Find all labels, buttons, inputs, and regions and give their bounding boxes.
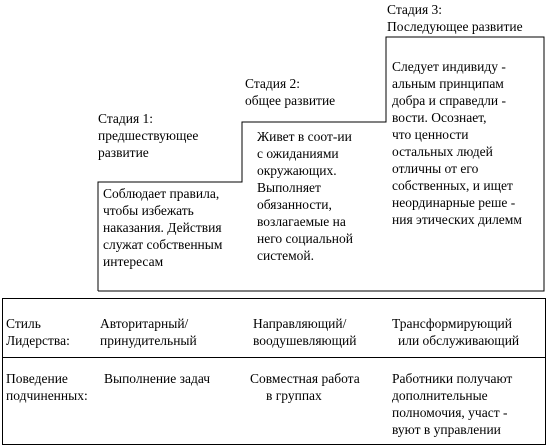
stage-2-desc-line: него социальной — [257, 231, 353, 246]
stage-3-desc-line: остальных людей — [392, 144, 493, 159]
stage-3-title-line: Последующее развитие — [387, 19, 523, 34]
stage-3-title — [387, 1, 523, 35]
leadership-label-line: Стиль — [6, 316, 41, 331]
leadership-stage-2-cell — [253, 315, 356, 349]
stage-1-desc-line: интересам — [103, 254, 164, 269]
stage-2-desc-line: с ожиданиями — [257, 146, 339, 161]
stage-1-desc-line: Соблюдает правила, — [103, 186, 220, 201]
stage-3-desc-line: отличны от его — [392, 161, 479, 176]
stage-2-desc-line: системой. — [257, 248, 314, 263]
cell-line: Работники получают — [392, 371, 513, 386]
stage-2-title-line: общее развитие — [245, 93, 336, 108]
cell-line: воодушевляющий — [253, 333, 357, 348]
stage-3-desc-line: Следует индивиду - — [392, 59, 506, 74]
stage-1-title-line: развитие — [98, 145, 149, 160]
stage-1-title — [98, 110, 198, 161]
cell-line: Авторитарный/ — [100, 316, 189, 331]
stage-3-desc-line: собственных, и ищет — [392, 178, 513, 193]
cell-line: вуют в управлении — [392, 422, 501, 437]
leadership-stage-1-cell — [100, 315, 197, 349]
cell-line: Направляющий/ — [253, 316, 347, 331]
stage-3-desc-line: вости. Осознает, — [392, 110, 487, 125]
stage-3-desc-line: что ценности — [392, 127, 469, 142]
cell-line: в группах — [266, 388, 322, 403]
stage-2-title-line: Стадия 2: — [245, 76, 301, 91]
cell-line: принудительный — [100, 333, 197, 348]
stage-3-desc-line: ния этических дилемм — [392, 212, 522, 227]
stage-3-title-line: Стадия 3: — [387, 2, 443, 17]
stage-1-desc-line: служат собственным — [103, 237, 223, 252]
cell-line: Выполнение задач — [104, 371, 211, 386]
leadership-label — [6, 315, 70, 349]
stage-1-description — [103, 185, 222, 270]
leadership-stage-3-cell — [392, 315, 519, 349]
stage-2-desc-line: Выполняет — [257, 180, 321, 195]
stage-1-title-line: предшествующее — [98, 128, 199, 143]
stage-2-desc-line: возлагаемые на — [257, 214, 346, 229]
subordinates-label-line: Поведение — [6, 371, 68, 386]
subordinates-label — [6, 370, 88, 404]
cell-line: полномочия, участ - — [392, 405, 508, 420]
cell-line: или обслуживающий — [398, 333, 520, 348]
subordinates-label-line: подчиненных: — [6, 388, 88, 403]
stage-3-desc-line: неординарные реше - — [392, 195, 516, 210]
stage-2-title — [245, 75, 335, 109]
stage-1-title-line: Стадия 1: — [98, 111, 154, 126]
stage-1-desc-line: наказания. Действия — [103, 220, 222, 235]
stage-2-desc-line: Живет в соот-ии — [257, 129, 352, 144]
stage-3-description — [392, 58, 522, 228]
stage-2-desc-line: окружающих. — [257, 163, 337, 178]
stage-2-description — [257, 128, 353, 264]
stage-3-desc-line: альным принципам — [392, 76, 504, 91]
subordinates-stage-2-cell — [250, 370, 360, 404]
stage-1-desc-line: чтобы избежать — [103, 203, 194, 218]
stage-3-desc-line: добра и справедли - — [392, 93, 506, 108]
cell-line: Совместная работа — [250, 371, 360, 386]
subordinates-stage-1-cell — [104, 370, 210, 387]
subordinates-stage-3-cell — [392, 370, 512, 438]
cell-line: Трансформирующий — [392, 316, 512, 331]
leadership-label-line: Лидерства: — [6, 333, 70, 348]
stage-2-desc-line: обязанности, — [257, 197, 332, 212]
cell-line: дополнительные — [392, 388, 488, 403]
